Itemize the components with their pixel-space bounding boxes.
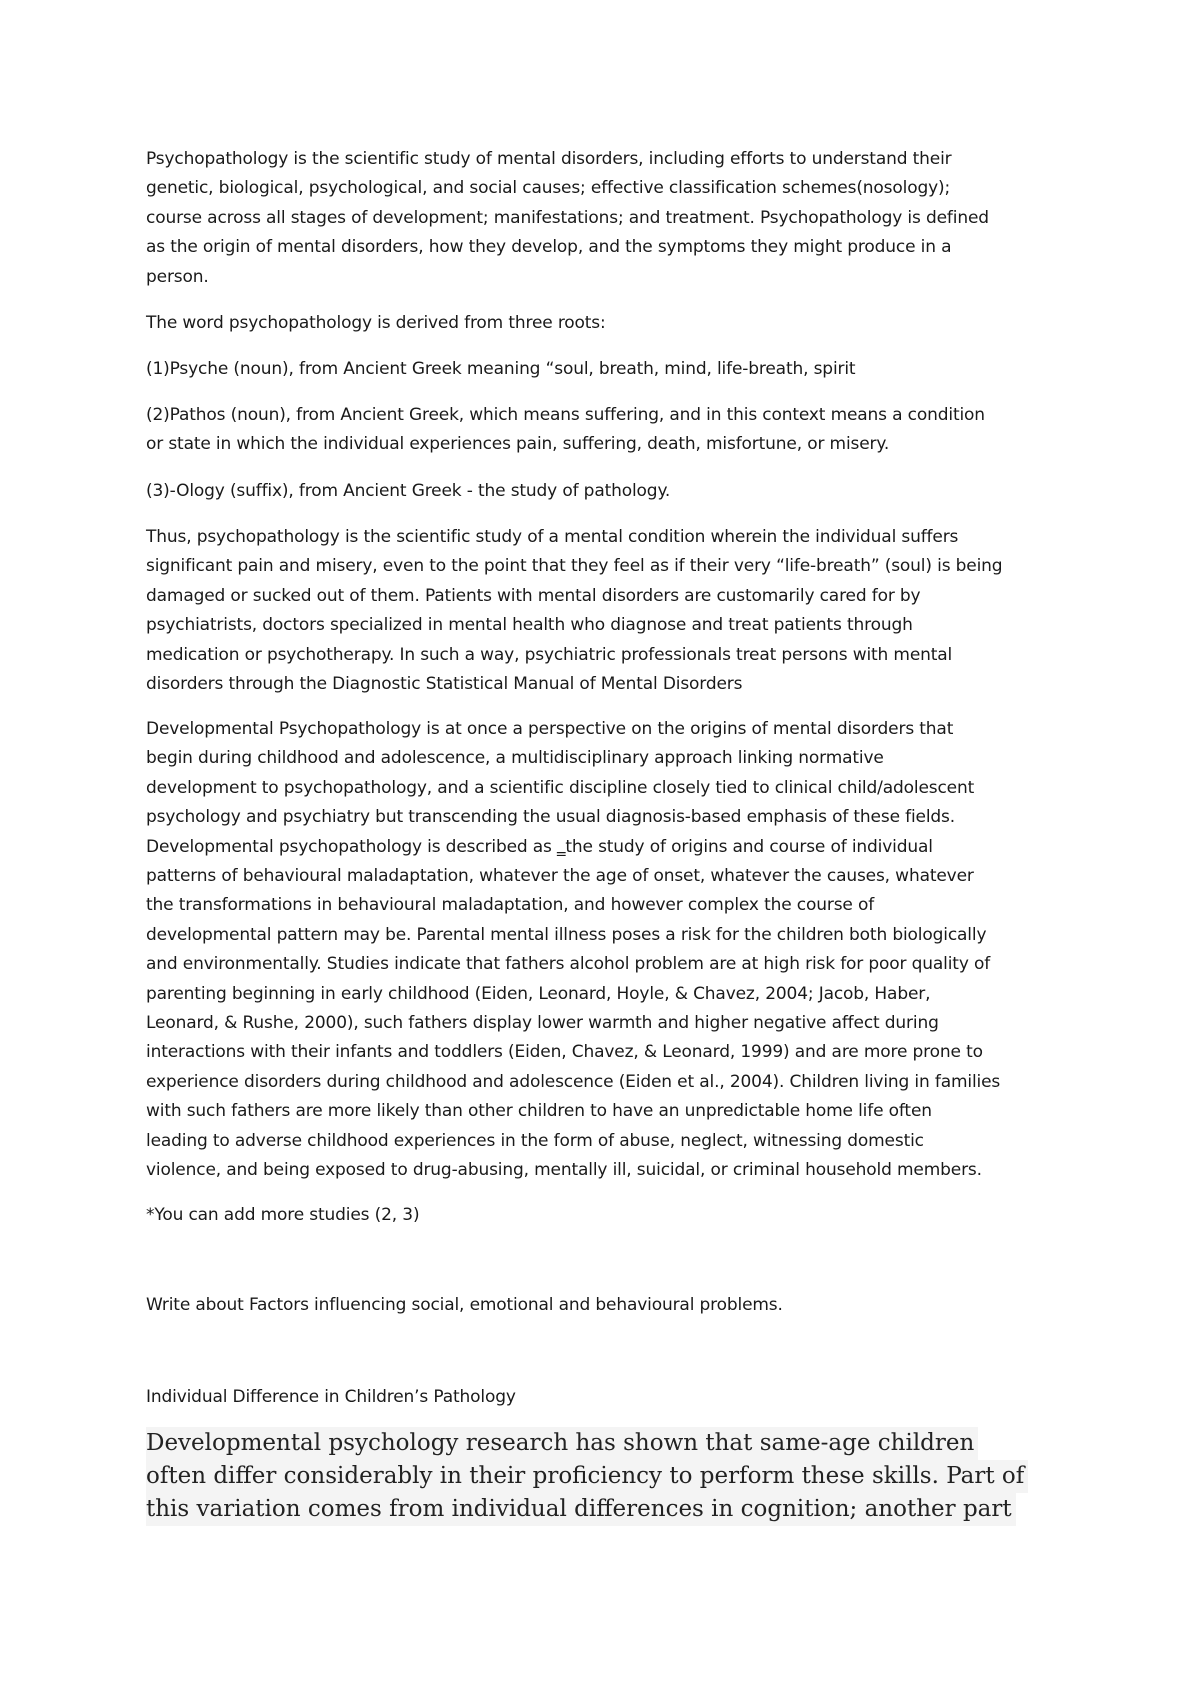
pasted-quote-block: [146, 1427, 1066, 1526]
text-line: Individual Difference in Children’s Pathology: [146, 1387, 516, 1407]
text-line: Developmental Psychopathology is at once a perspective on the origins of mental disorders that: [146, 719, 954, 739]
text-line: The word psychopathology is derived from three roots:: [146, 313, 606, 333]
text-line: Write about Factors influencing social, emotional and behavioural problems.: [146, 1295, 783, 1315]
paragraph-root-psyche: [146, 355, 1066, 384]
note-add-more-studies: [146, 1201, 1066, 1230]
text-line: Leonard, & Rushe, 2000), such fathers display lower warmth and higher negative affect during: [146, 1013, 939, 1034]
text-line: with such fathers are more likely than other children to have an unpredictable home life often: [146, 1101, 932, 1122]
text-line: psychology and psychiatry but transcending the usual diagnosis-based emphasis of these fields.: [146, 807, 956, 828]
text-line: Thus, psychopathology is the scientific study of a mental condition wherein the individual suffers: [146, 527, 959, 547]
text-line: patterns of behavioural maladaptation, whatever the age of onset, whatever the causes, whatever: [146, 866, 974, 887]
text-line: genetic, biological, psychological, and social causes; effective classification schemes(nosology);: [146, 178, 951, 199]
paragraph-developmental-psychopathology: [146, 715, 1066, 1186]
text-line: leading to adverse childhood experiences in the form of abuse, neglect, witnessing domestic: [146, 1130, 924, 1151]
text-line: *You can add more studies (2, 3): [146, 1205, 420, 1225]
text-line: or state in which the individual experiences pain, suffering, death, misfortune, or misery.: [146, 434, 890, 455]
text-line: Psychopathology is the scientific study of mental disorders, including efforts to understand their: [146, 149, 952, 169]
text-line: damaged or sucked out of them. Patients with mental disorders are customarily cared for by: [146, 585, 921, 606]
text-line: violence, and being exposed to drug-abusing, mentally ill, suicidal, or criminal household members.: [146, 1160, 982, 1181]
text-line: development to psychopathology, and a scientific discipline closely tied to clinical child/adolescent: [146, 777, 975, 798]
text-line: disorders through the Diagnostic Statistical Manual of Mental Disorders: [146, 674, 743, 695]
text-line: interactions with their infants and toddlers (Eiden, Chavez, & Leonard, 1999) and are more prone to: [146, 1042, 983, 1063]
text-line: (2)Pathos (noun), from Ancient Greek, which means suffering, and in this context means a condition: [146, 405, 985, 425]
section-heading-individual-difference: [146, 1383, 1066, 1412]
text-line: begin during childhood and adolescence, a multidisciplinary approach linking normative: [146, 748, 884, 769]
text-line: experience disorders during childhood and adolescence (Eiden et al., 2004). Children living in families: [146, 1071, 1001, 1092]
text-line: the transformations in behavioural maladaptation, and however complex the course of: [146, 895, 875, 916]
text-line: (1)Psyche (noun), from Ancient Greek meaning “soul, breath, mind, life-breath, spirit: [146, 359, 856, 379]
paragraph-word-roots-intro: [146, 309, 1066, 338]
text-line: Developmental psychology research has shown that same-age children: [146, 1427, 978, 1460]
paragraph-thus: [146, 523, 1066, 699]
paragraph-root-ology: [146, 477, 1066, 506]
text-line: as the origin of mental disorders, how they develop, and the symptoms they might produce in a: [146, 237, 952, 258]
text-line: Developmental psychopathology is described as ‗the study of origins and course of individual: [146, 836, 933, 857]
paragraph-root-pathos: [146, 401, 1066, 460]
text-line: often differ considerably in their proficiency to perform these skills. Part of: [146, 1460, 1028, 1493]
text-line: psychiatrists, doctors specialized in mental health who diagnose and treat patients through: [146, 615, 913, 636]
text-line: significant pain and misery, even to the point that they feel as if their very “life-breath” (soul) is being: [146, 556, 1003, 577]
text-line: person.: [146, 266, 209, 287]
text-line: and environmentally. Studies indicate that fathers alcohol problem are at high risk for poor quality of: [146, 954, 991, 975]
text-line: medication or psychotherapy. In such a way, psychiatric professionals treat persons with mental: [146, 644, 953, 665]
note-write-about-factors: [146, 1291, 1066, 1320]
text-line: this variation comes from individual differences in cognition; another part: [146, 1493, 1016, 1526]
text-line: parenting beginning in early childhood (Eiden, Leonard, Hoyle, & Chavez, 2004; Jacob, Haber,: [146, 983, 931, 1004]
text-line: developmental pattern may be. Parental mental illness poses a risk for the children both biologically: [146, 924, 987, 945]
text-line: course across all stages of development; manifestations; and treatment. Psychopathology is defined: [146, 207, 989, 228]
paragraph-psychopathology-definition: [146, 145, 1066, 292]
text-line: (3)-Ology (suffix), from Ancient Greek - the study of pathology.: [146, 481, 671, 501]
